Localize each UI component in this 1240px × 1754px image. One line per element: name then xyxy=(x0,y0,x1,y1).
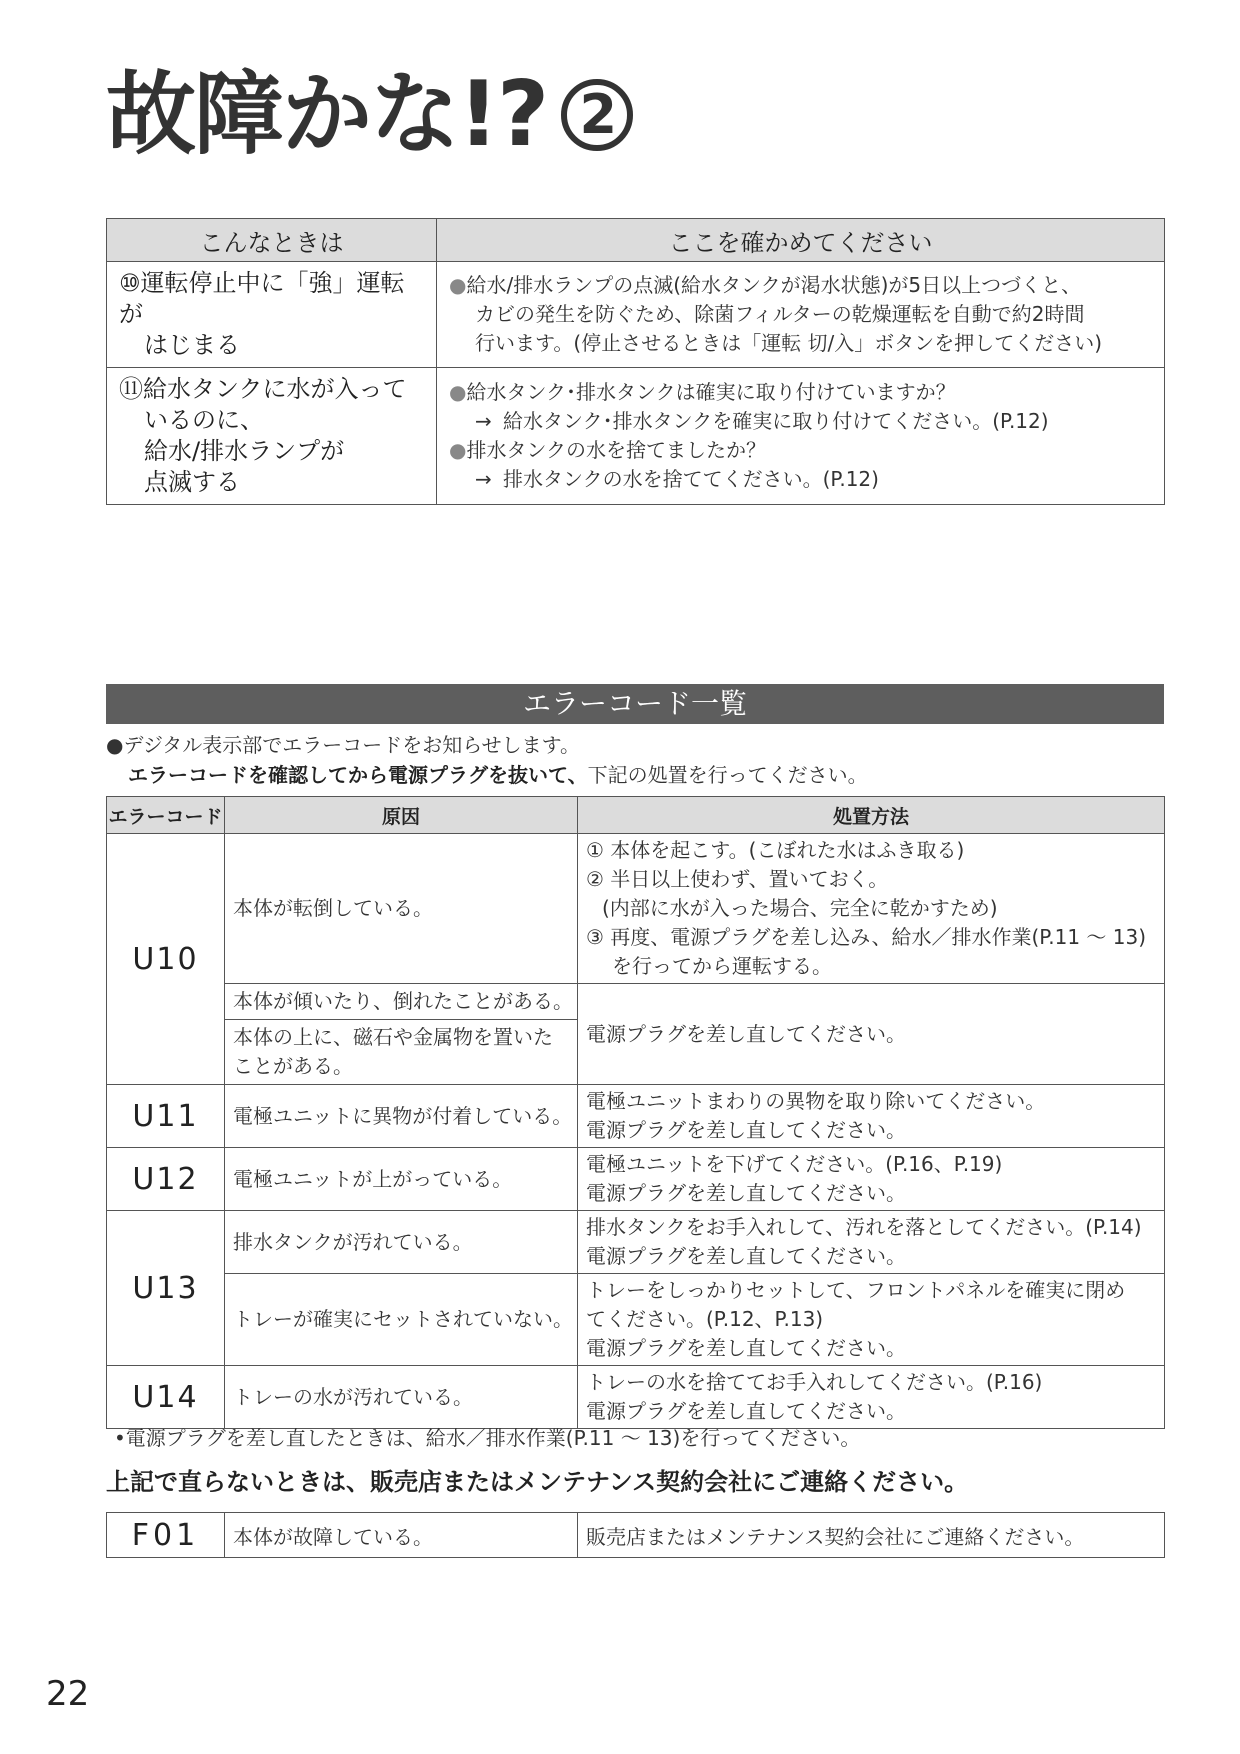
error-intro xyxy=(106,730,868,790)
header-error-code: エラーコード xyxy=(107,797,225,834)
header-cause: 原因 xyxy=(225,797,578,834)
check-cell xyxy=(437,368,1165,505)
error-code: U11 xyxy=(107,1085,225,1148)
error-code: U13 xyxy=(107,1211,225,1366)
cause-cell: 排水タンクが汚れている。 xyxy=(225,1211,578,1274)
f01-table xyxy=(106,1512,1165,1558)
check-line: ●給水/排水ランプの点滅(給水タンクが渇水状態)が5日以上つづくと、 xyxy=(449,273,1082,297)
symptom-cell xyxy=(107,262,437,368)
remedy-cell: 販売店またはメンテナンス契約会社にご連絡ください。 xyxy=(578,1513,1165,1558)
check-cell xyxy=(437,262,1165,368)
table-row xyxy=(107,1513,1165,1558)
arrow-right-icon: → xyxy=(475,409,492,433)
symptom-line: いるのに、 xyxy=(144,406,264,434)
cause-cell: トレーの水が汚れている。 xyxy=(225,1366,578,1429)
header-check: ここを確かめてください xyxy=(437,219,1165,262)
check-line: → 排水タンクの水を捨ててください。(P.12) xyxy=(449,465,1154,494)
remedy-cell: トレーの水を捨ててお手入れしてください。(P.16) 電源プラグを差し直してください。 xyxy=(578,1366,1165,1429)
check-line: → 給水タンク･排水タンクを確実に取り付けてください。(P.12) xyxy=(449,407,1154,436)
trouble-row xyxy=(107,262,1165,368)
table-row xyxy=(107,834,1165,984)
error-header-row xyxy=(107,797,1165,834)
cause-cell: 本体の上に、磁石や金属物を置いた ことがある。 xyxy=(225,1020,578,1085)
error-code: U10 xyxy=(107,834,225,1085)
remedy-cell: 排水タンクをお手入れして、汚れを落としてください。(P.14) 電源プラグを差し直してください。 xyxy=(578,1211,1165,1274)
cause-cell: 電極ユニットに異物が付着している。 xyxy=(225,1085,578,1148)
page-title-text: 故障かな!? xyxy=(106,62,548,167)
trouble-header-row xyxy=(107,219,1165,262)
header-remedy: 処置方法 xyxy=(578,797,1165,834)
check-line: ●給水タンク･排水タンクは確実に取り付けていますか？ xyxy=(449,380,956,404)
error-code: U12 xyxy=(107,1148,225,1211)
error-code-table xyxy=(106,796,1165,1429)
trouble-table xyxy=(106,218,1165,505)
cause-cell: 電極ユニットが上がっている。 xyxy=(225,1148,578,1211)
bullet-icon: ● xyxy=(449,273,467,297)
cause-cell: 本体が故障している。 xyxy=(225,1513,578,1558)
intro-line: ●デジタル表示部でエラーコードをお知らせします。 xyxy=(106,733,581,757)
table-row xyxy=(107,1148,1165,1211)
table-row xyxy=(107,1274,1165,1366)
remedy-cell: 電極ユニットを下げてください。(P.16、P.19) 電源プラグを差し直してください。 xyxy=(578,1148,1165,1211)
remedy-cell: 電極ユニットまわりの異物を取り除いてください。 電源プラグを差し直してください。 xyxy=(578,1085,1165,1148)
remedy-cell: トレーをしっかりセットして、フロントパネルを確実に閉め てください。(P.12、P.13) 電源プラグを差し直してください。 xyxy=(578,1274,1165,1366)
page-number: 22 xyxy=(46,1674,90,1714)
table-row xyxy=(107,984,1165,1020)
symptom-line: はじまる xyxy=(144,331,240,359)
header-symptom: こんなときは xyxy=(107,219,437,262)
circled-number: 2 xyxy=(561,79,633,151)
footnote: •電源プラグを差し直したときは、給水／排水作業(P.11 ～ 13)を行ってください。 xyxy=(114,1426,861,1450)
table-row xyxy=(107,1211,1165,1274)
cause-cell: 本体が転倒している。 xyxy=(225,834,578,984)
symptom-line: ⑩運転停止中に「強」運転が xyxy=(119,269,405,328)
symptom-line: 給水/排水ランプが xyxy=(144,437,345,465)
check-line: カビの発生を防ぐため、除菌フィルターの乾燥運転を自動で約2時間 xyxy=(475,302,1085,326)
arrow-right-icon: → xyxy=(475,467,492,491)
table-row xyxy=(107,1085,1165,1148)
bullet-icon: ● xyxy=(449,380,467,404)
page-title xyxy=(106,62,633,167)
bullet-icon: ● xyxy=(449,438,467,462)
check-line: 行います。(停止させるときは「運転 切/入」ボタンを押してください) xyxy=(475,331,1103,355)
remedy-cell: ① 本体を起こす。(こぼれた水はふき取る) ② 半日以上使わず、置いておく。 (内部に水が入った場合、完全に乾かすため) ③ 再度、電源プラグを差し込み、給水／排水作業(P.11 ～ 13) を行ってから運転する。 xyxy=(578,834,1165,984)
trouble-row xyxy=(107,368,1165,505)
cause-cell: トレーが確実にセットされていない。 xyxy=(225,1274,578,1366)
remedy-cell: 電源プラグを差し直してください。 xyxy=(578,984,1165,1085)
contact-heading: 上記で直らないときは、販売店またはメンテナンス契約会社にご連絡ください。 xyxy=(106,1468,969,1496)
symptom-line: 点滅する xyxy=(144,468,240,496)
symptom-cell xyxy=(107,368,437,505)
symptom-line: ⑪給水タンクに水が入って xyxy=(119,375,407,403)
table-row xyxy=(107,1366,1165,1429)
error-section-heading: エラーコード一覧 xyxy=(106,684,1164,724)
check-line: ●排水タンクの水を捨てましたか？ xyxy=(449,438,767,462)
error-code: F01 xyxy=(107,1513,225,1558)
intro-line: エラーコードを確認してから電源プラグを抜いて、下記の処置を行ってください。 xyxy=(128,763,868,787)
cause-cell: 本体が傾いたり、倒れたことがある。 xyxy=(225,984,578,1020)
error-code: U14 xyxy=(107,1366,225,1429)
